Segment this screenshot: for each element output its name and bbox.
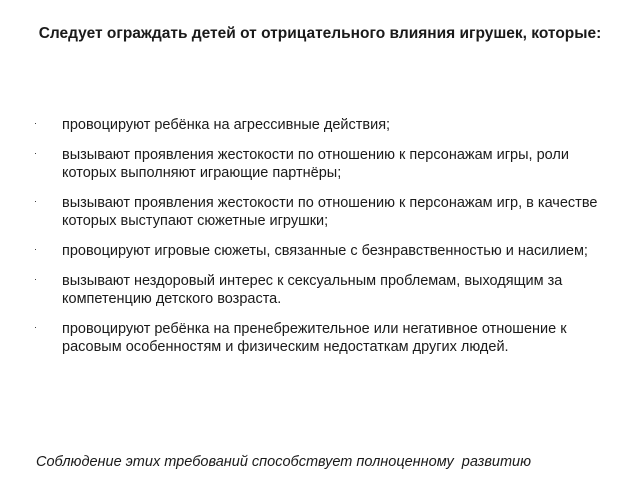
bullet-item — [28, 272, 608, 308]
bullet-marker: · — [34, 196, 37, 206]
bullet-marker: · — [34, 118, 37, 128]
bullet-item — [28, 146, 608, 182]
bullet-marker: · — [34, 148, 37, 158]
bullet-item — [28, 116, 608, 134]
bullet-marker: · — [34, 244, 37, 254]
bullet-marker: · — [34, 322, 37, 332]
bullet-text: вызывают нездоровый интерес к сексуальным проблемам, выходящим за компетенцию детского возраста. — [62, 273, 563, 307]
bullet-text: вызывают проявления жестокости по отношению к персонажам игры, роли которых выполняют играющие партнёры; — [62, 147, 569, 181]
bullet-text: провоцируют ребёнка на пренебрежительное или негативное отношение к расовым особенностям и физическим недостаткам других людей. — [62, 321, 567, 355]
bullet-list — [28, 116, 608, 368]
bullet-text: провоцируют игровые сюжеты, связанные с безнравственностью и насилием; — [62, 243, 588, 259]
bullet-item — [28, 242, 608, 260]
bullet-text: вызывают проявления жестокости по отношению к персонажам игр, в качестве которых выступают сюжетные игрушки; — [62, 195, 598, 229]
slide-title: Следует ограждать детей от отрицательного влияния игрушек, которые: — [38, 25, 602, 42]
bullet-item — [28, 194, 608, 230]
footer-note: Соблюдение этих требований способствует полноценному развитию — [36, 454, 532, 470]
bullet-item — [28, 320, 608, 356]
bullet-marker: · — [34, 274, 37, 284]
bullet-text: провоцируют ребёнка на агрессивные действия; — [62, 117, 391, 133]
